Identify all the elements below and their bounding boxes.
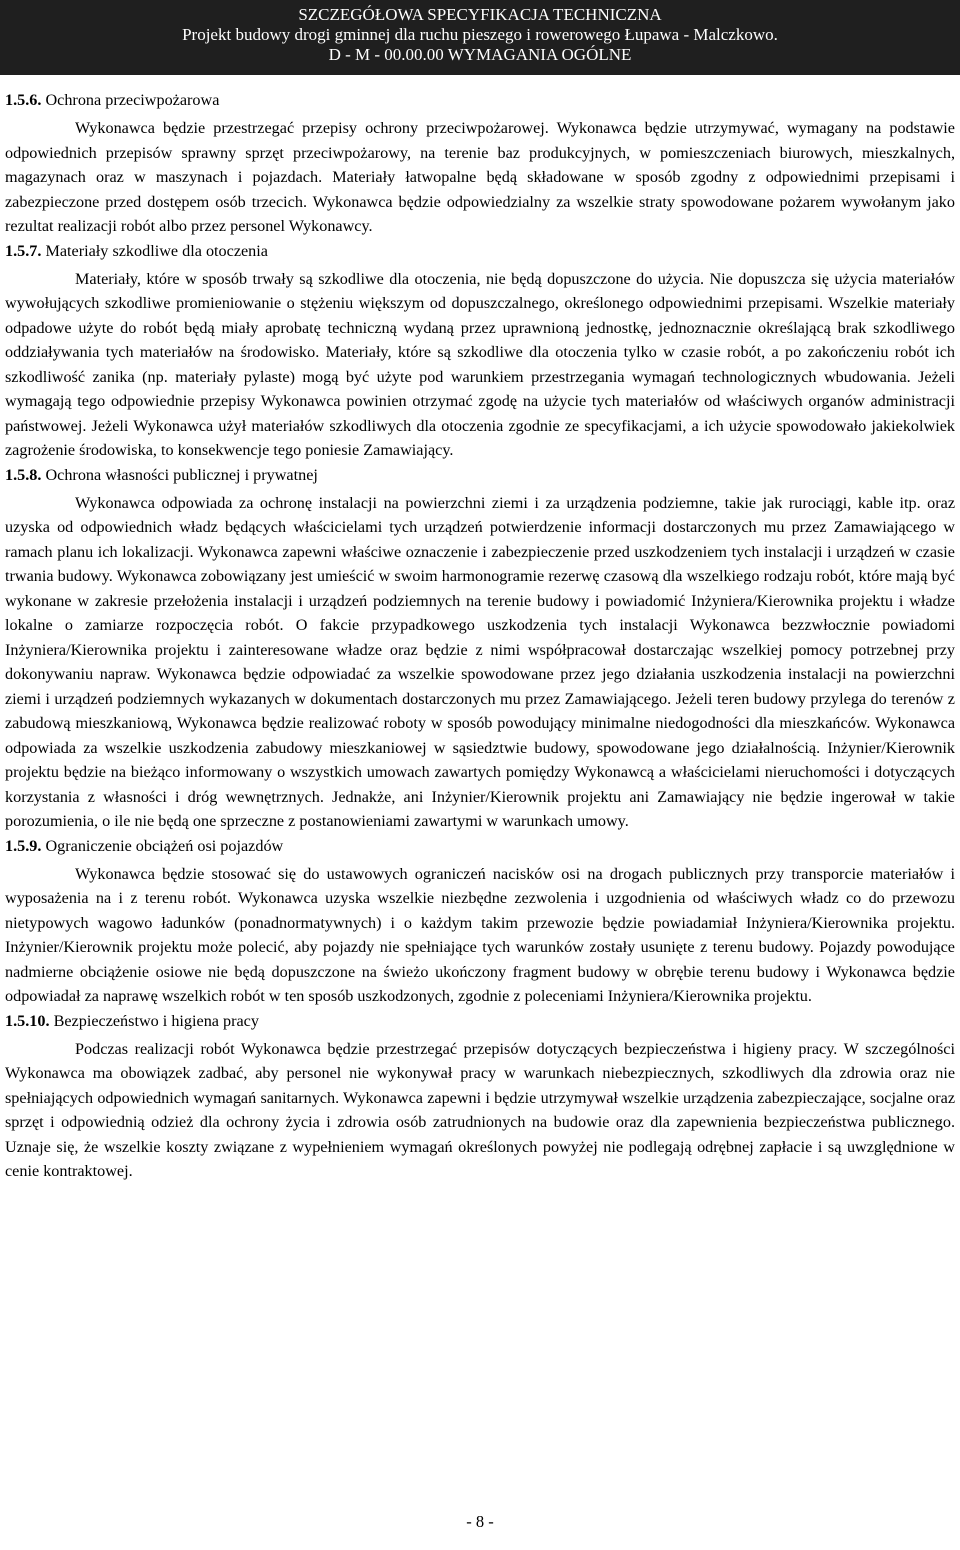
section-heading [5,239,955,263]
section-1-5-6 [5,88,955,239]
section-number: 1.5.10. [5,1011,50,1030]
section-text: Wykonawca będzie przestrzegać przepisy ochrony przeciwpożarowej. Wykonawca będzie utrzymywać, wymagany na podstawie odpowiednich przepisów sprawny sprzęt przeciwpożarowy, na terenie baz produkcyjnych, w pomieszczeniach biurowych, mieszkalnych, magazynach oraz w maszynach i pojazdach. Materiały łatwopalne będą składowane w sposób zgodny z odpowiednimi przepisami i zabezpieczone przed dostępem osób trzecich. Wykonawca będzie odpowiedzialny za wszelkie straty spowodowane pożarem wywołanym jako rezultat realizacji robót albo przez personel Wykonawcy. [5,119,955,235]
section-heading [5,1009,955,1033]
section-text: Podczas realizacji robót Wykonawca będzie przestrzegać przepisów dotyczących bezpieczeństwa i higieny pracy. W szczególności Wykonawca ma obowiązek zadbać, aby personel nie wykonywał pracy w warunkach niebezpiecznych, szkodliwych dla zdrowia oraz nie spełniających odpowiednich wymagań sanitarnych. Wykonawca zapewni i będzie utrzymywał wszelkie urządzenia zabezpieczające, socjalne oraz sprzęt i odpowiednią odzież dla ochrony życia i zdrowia osób zatrudnionych na budowie oraz dla zapewnienia bezpieczeństwa publicznego. Uznaje się, że wszelkie koszty związane z wypełnieniem wymagań określonych powyżej nie podlegają odrębnej zapłacie i są uwzględnione w cenie kontraktowej. [5,1039,955,1180]
section-number: 1.5.7. [5,241,42,260]
section-title: Ograniczenie obciążeń osi pojazdów [45,836,284,855]
section-1-5-8 [5,463,955,834]
section-heading [5,834,955,858]
section-text: Materiały, które w sposób trwały są szkodliwe dla otoczenia, nie będą dopuszczone do użycia. Nie dopuszcza się użycia materiałów wywołujących szkodliwe promieniowanie o stężeniu większym od dopuszczalnego, określonego odpowiednimi przepisami. Wszelkie materiały odpadowe użyte do robót będą miały aprobatę techniczną wydaną przez uprawnioną jednostkę, jednoznacznie określającą brak szkodliwego oddziaływania tych materiałów na środowisko. Materiały, które są szkodliwe dla otoczenia tylko w czasie robót, a po zakończeniu robót ich szkodliwość zanika (np. materiały pylaste) mogą być użyte pod warunkiem przestrzegania wymagań technologicznych wbudowania. Jeżeli wymagają tego odpowiednie przepisy Wykonawca powinien otrzymać zgodę na użycie tych materiałów od właściwych organów administracji państwowej. Jeżeli Wykonawca użył materiałów szkodliwych dla otoczenia zgodnie ze specyfikacjami, a ich użycie spowodowało jakiekolwiek zagrożenie środowiska, to konsekwencje tego poniesie Zamawiający. [5,269,955,459]
section-1-5-7 [5,239,955,463]
page-number: - 8 - [466,1512,494,1531]
header-title: SZCZEGÓŁOWA SPECYFIKACJA TECHNICZNA [298,5,662,24]
section-heading [5,463,955,487]
header-spec-code: D - M - 00.00.00 WYMAGANIA OGÓLNE [328,45,632,64]
section-title: Ochrona własności publicznej i prywatnej [45,465,318,484]
section-text: Wykonawca odpowiada za ochronę instalacji na powierzchni ziemi i za urządzenia podziemne, takie jak rurociągi, kable itp. oraz uzyska od odpowiednich władz będących właścicielami tych urządzeń potwierdzenie informacji dostarczonych mu przez Zamawiającego w ramach planu ich lokalizacji. Wykonawca zapewni właściwe oznaczenie i zabezpieczenie przed uszkodzeniem tych instalacji i urządzeń w czasie trwania budowy. Wykonawca zobowiązany jest umieścić w swoim harmonogramie rezerwę czasową dla wszelkiego rodzaju robót, które mają być wykonane w zakresie przełożenia instalacji i urządzeń podziemnych na terenie budowy i powiadomić Inżyniera/Kierownika projektu i władze lokalne o zamiarze rozpoczęcia robót. O fakcie przypadkowego uszkodzenia tych instalacji Wykonawca bezzwłocznie powiadomi Inżyniera/Kierownika projektu i zainteresowane władze oraz będzie z nimi współpracował dostarczając wszelkiej pomocy potrzebnej przy dokonywaniu napraw. Wykonawca będzie odpowiadać za wszelkie spowodowane przez jego działania uszkodzenia instalacji na powierzchni ziemi i urządzeń podziemnych wykazanych w dokumentach dostarczonych mu przez Zamawiającego. Jeżeli teren budowy przylega do terenów z zabudową mieszkaniową, Wykonawca będzie realizować roboty w sposób powodujący minimalne niedogodności dla mieszkańców. Wykonawca odpowiada za wszelkie uszkodzenia zabudowy mieszkaniowej w sąsiedztwie budowy, spowodowane jego działalnością. Inżynier/Kierownik projektu będzie na bieżąco informowany o wszystkich umowach zawartych pomiędzy Wykonawcą a właścicielami nieruchomości i dotyczących korzystania z własności i dróg wewnętrznych. Jednakże, ani Inżynier/Kierownik projektu ani Zamawiający nie będzie ingerował w takie porozumienia, o ile nie będą one sprzeczne z postanowieniami zawartymi w warunkach umowy. [5,493,955,830]
header-project: Projekt budowy drogi gminnej dla ruchu pieszego i rowerowego Łupawa - Malczkowo. [182,25,778,44]
section-1-5-10 [5,1009,955,1184]
section-number: 1.5.6. [5,91,42,109]
section-heading [5,88,955,112]
document-body [5,88,955,1184]
section-title: Ochrona przeciwpożarowa [45,91,220,109]
page-header [0,0,960,75]
section-number: 1.5.9. [5,836,42,855]
section-number: 1.5.8. [5,465,42,484]
section-title: Bezpieczeństwo i higiena pracy [53,1011,259,1030]
section-text: Wykonawca będzie stosować się do ustawowych ograniczeń nacisków osi na drogach publicznych przy transporcie materiałów i wyposażenia na i z terenu robót. Wykonawca uzyska wszelkie niezbędne zezwolenia i uzgodnienia od właściwych władz co do przewozu nietypowych wagowo ładunków (ponadnormatywnych) i o każdym takim przewozie będzie powiadamiał Inżyniera/Kierownika projektu. Inżynier/Kierownik projektu może polecić, aby pojazdy nie spełniające tych warunków zostały usunięte z terenu budowy. Pojazdy powodujące nadmierne obciążenie osiowe nie będą dopuszczone na świeżo ukończony fragment budowy w obrębie terenu budowy i Wykonawca będzie odpowiadał za naprawę wszelkich robót w ten sposób uszkodzonych, zgodnie z poleceniami Inżyniera/Kierownika projektu. [5,864,955,1005]
section-title: Materiały szkodliwe dla otoczenia [45,241,268,260]
section-1-5-9 [5,834,955,1009]
